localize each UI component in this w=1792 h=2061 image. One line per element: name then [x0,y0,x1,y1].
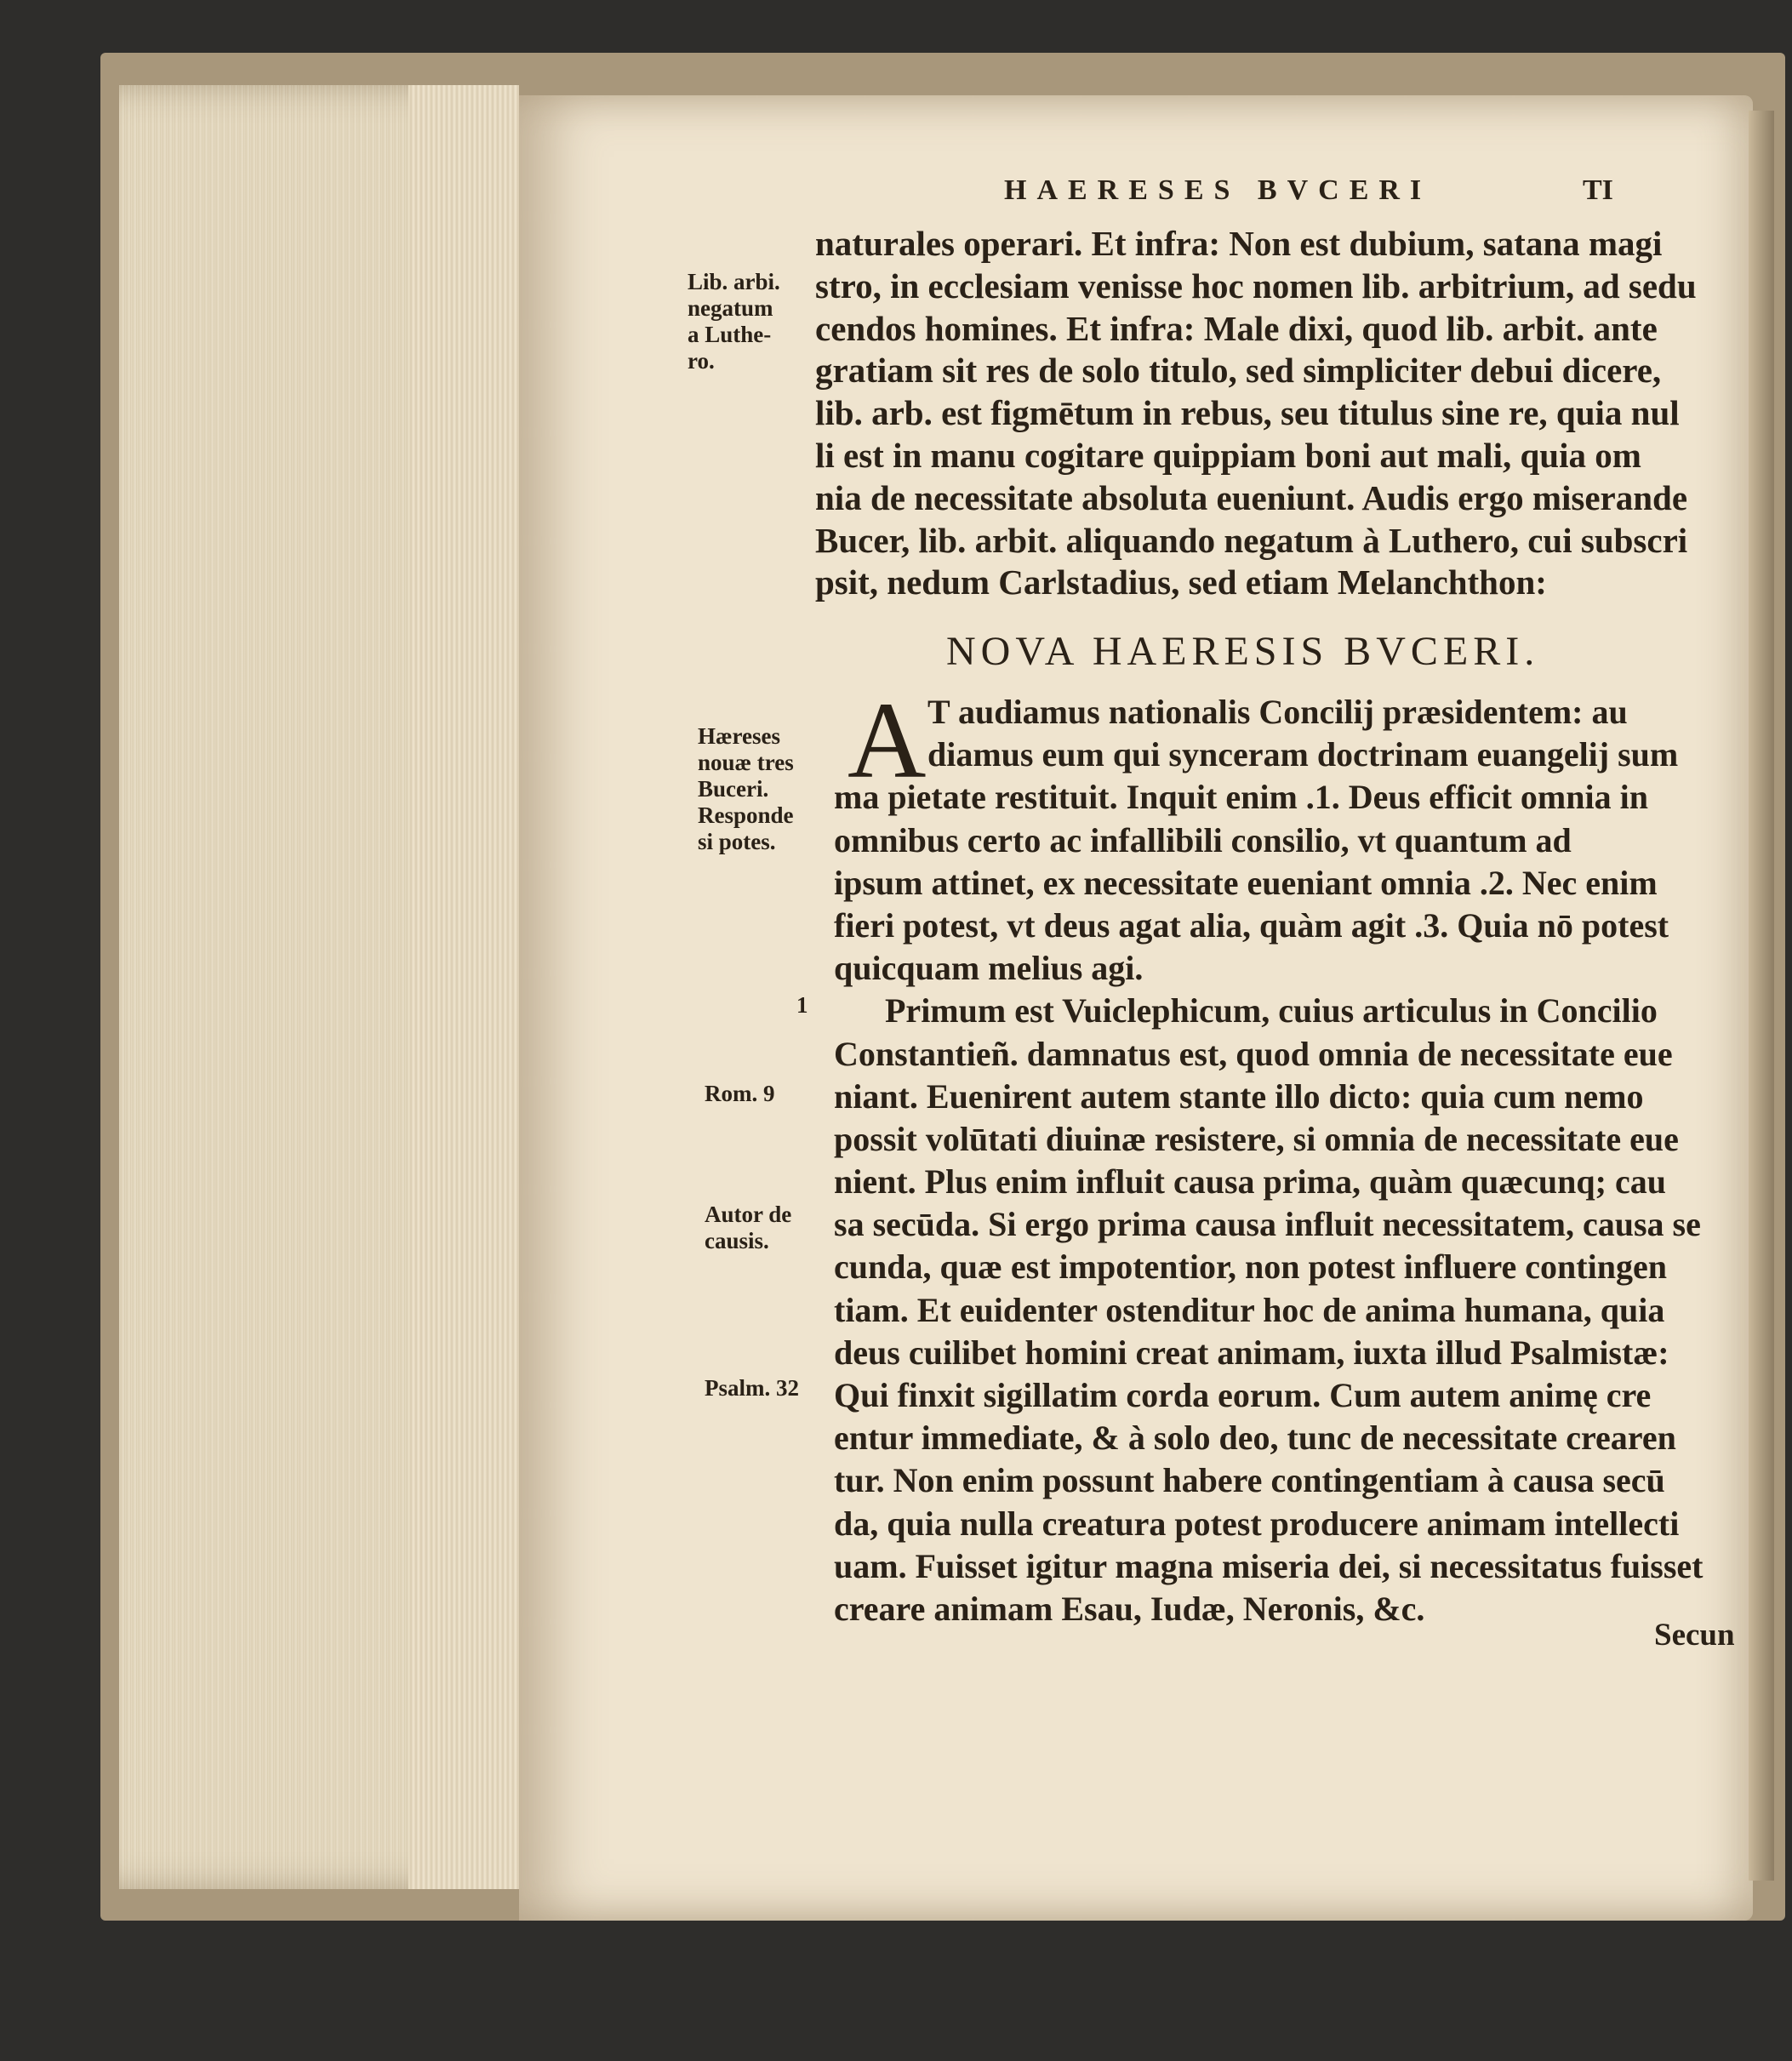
text-line: niant. Euenirent autem stante illo dicto: quia cum nemo [834,1076,1644,1116]
folio-number: TI [1583,174,1613,206]
text-line: nia de necessitate absoluta eueniunt. Audis ergo miserande [815,477,1688,517]
text-line: Constantieñ. damnatus est, quod omnia de necessitate eue [834,1034,1673,1073]
text-line: naturales operari. Et infra: Non est dubium, satana magi [815,224,1663,263]
text-line: deus cuilibet homini creat animam, iuxta illud Psalmistæ: [834,1333,1669,1372]
text-line: lib. arb. est figmētum in rebus, seu titulus sine re, quia nul [815,393,1680,433]
text-line: omnibus certo ac infallibili consilio, vt quantum ad [834,820,1572,859]
margin-note-rom: Rom. 9 [705,1081,775,1106]
text-line: Bucer, lib. arbit. aliquando negatum à Luthero, cui subscri [815,520,1688,560]
text-line: Primum est Vuiclephicum, cuius articulus in Concilio [885,991,1658,1030]
margin-note-autor: Autor de causis. [705,1202,792,1253]
margin-note-number: 1 [796,992,808,1018]
page-stack-edge [408,85,519,1889]
text-line: creare animam Esau, Iudæ, Neronis, &c. [834,1589,1425,1628]
text-line: ma pietate restituit. Inquit enim .1. Deus efficit omnia in [834,778,1648,817]
margin-note-haereses: Hæreses nouæ tres Buceri. Responde si potes. [698,723,794,854]
page-edge [1749,111,1774,1881]
paragraph-1 [815,223,1734,604]
drop-cap: A [847,680,927,801]
text-line: nient. Plus enim influit causa prima, quàm quæcunq; cau [834,1162,1666,1202]
section-heading: NOVA HAERESIS BVCERI. [946,629,1540,674]
text-line: da, quia nulla creatura potest producere animam intellecti [834,1504,1680,1543]
text-line: diamus eum qui synceram doctrinam euangelij sum [927,735,1679,774]
text-line: entur immediate, & à solo deo, tunc de necessitate crearen [834,1419,1676,1458]
text-line: uam. Fuisset igitur magna miseria dei, si necessitatus fuisset [834,1546,1704,1585]
margin-note-lib-arbitrium: Lib. arbi. negatum a Luthe- ro. [688,269,780,374]
text-line: tur. Non enim possunt habere contingentiam à causa secū [834,1461,1665,1500]
text-line: gratiam sit res de solo titulo, sed simpliciter debui dicere, [815,351,1662,391]
text-line: T audiamus nationalis Concilij præsidentem: au [927,693,1628,731]
text-line: possit volūtati diuinæ resistere, si omnia de necessitate eue [834,1119,1679,1158]
text-line: quicquam melius agi. [834,949,1144,988]
text-line: ipsum attinet, ex necessitate eueniant omnia .2. Nec enim [834,863,1658,902]
text-line: sa secūda. Si ergo prima causa influit necessitatem, causa se [834,1205,1701,1244]
text-line: tiam. Et euidenter ostenditur hoc de anima humana, quia [834,1290,1665,1329]
text-line: li est in manu cogitare quippiam boni aut mali, quia om [815,435,1641,475]
text-line: Qui finxit sigillatim corda eorum. Cum autem animę cre [834,1376,1652,1414]
text-line: cendos homines. Et infra: Male dixi, quod lib. arbit. ante [815,308,1658,348]
paragraph-2 [834,680,1736,1630]
text-line: psit, nedum Carlstadius, sed etiam Melanchthon: [815,562,1547,602]
text-line: cunda, quæ est impotentior, non potest influere contingen [834,1247,1667,1287]
margin-note-psalm: Psalm. 32 [705,1375,799,1401]
catchword: Secun [1654,1618,1735,1653]
text-line: stro, in ecclesiam venisse hoc nomen lib. arbitrium, ad sedu [815,265,1697,305]
running-head: HAERESES BVCERI [1004,174,1432,206]
text-line: fieri potest, vt deus agat alia, quàm agit .3. Quia nō potest [834,905,1669,945]
